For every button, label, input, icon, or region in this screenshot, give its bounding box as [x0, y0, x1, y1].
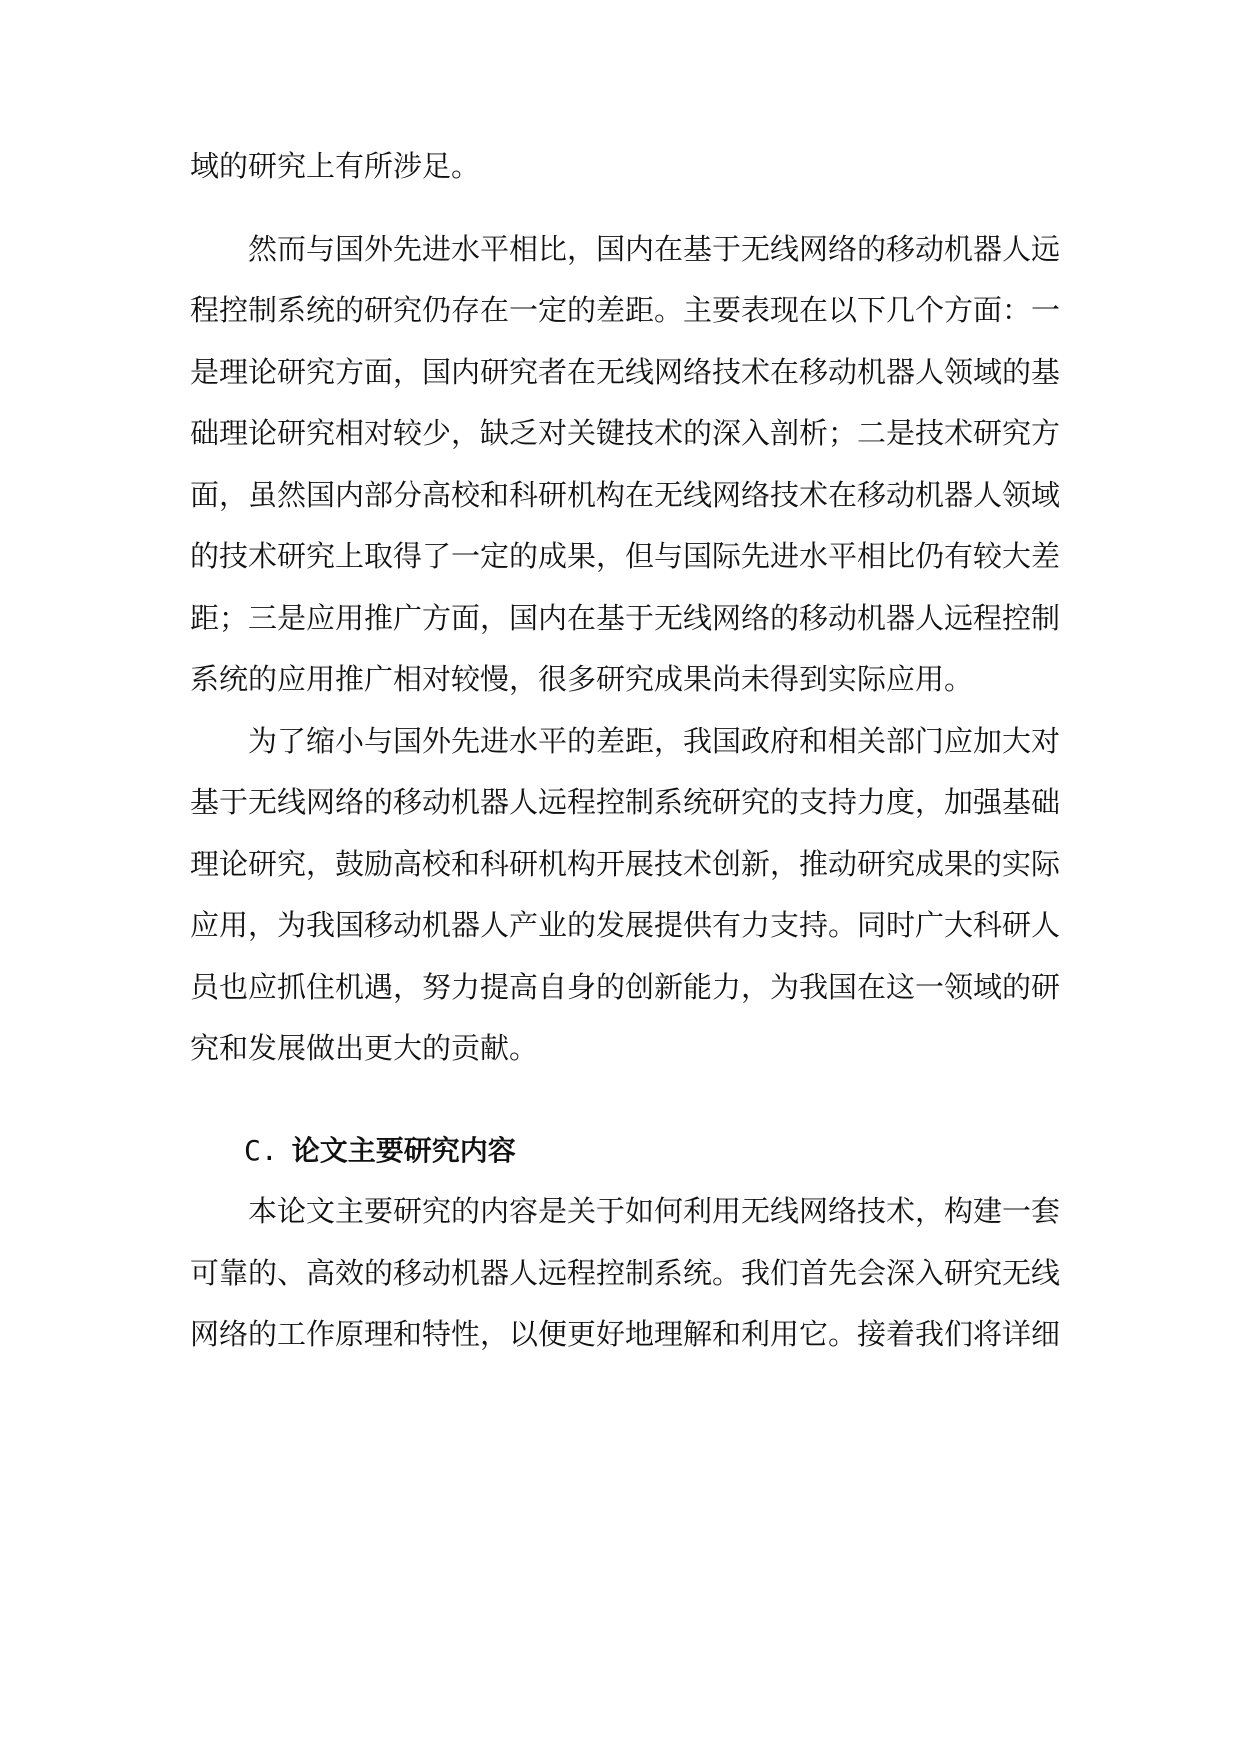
section-heading-title: 论文主要研究内容	[291, 1133, 516, 1167]
paragraph-research-content: 本论文主要研究的内容是关于如何利用无线网络技术，构建一套可靠的、高效的移动机器人远程控制系统。我们首先会深入研究无线网络的工作原理和特性，以便更好地理解和利用它。接着我们将详细	[190, 1194, 1061, 1351]
section-heading-label: C.	[244, 1133, 278, 1167]
document-body	[190, 136, 1060, 1366]
section-heading	[190, 1120, 1060, 1182]
paragraph-domestic-gap: 然而与国外先进水平相比，国内在基于无线网络的移动机器人远程控制系统的研究仍存在一定的差距。主要表现在以下几个方面：一是理论研究方面，国内研究者在无线网络技术在移动机器人领域的基础理论研究相对较少，缺乏对关键技术的深入剖析；二是技术研究方面，虽然国内部分高校和科研机构在无线网络技术在移动机器人领域的技术研究上取得了一定的成果，但与国际先进水平相比仍有较大差距；三是应用推广方面，国内在基于无线网络的移动机器人远程控制系统的应用推广相对较慢，很多研究成果尚未得到实际应用。	[190, 231, 1061, 696]
paragraph-recommendations: 为了缩小与国外先进水平的差距，我国政府和相关部门应加大对基于无线网络的移动机器人远程控制系统研究的支持力度，加强基础理论研究，鼓励高校和科研机构开展技术创新，推动研究成果的实际应用，为我国移动机器人产业的发展提供有力支持。同时广大科研人员也应抓住机遇，努力提高自身的创新能力，为我国在这一领域的研究和发展做出更大的贡献。	[190, 723, 1061, 1065]
heading-spacer	[190, 1080, 1060, 1120]
paragraph-continuation: 域的研究上有所涉足。	[190, 149, 481, 183]
paragraph-spacer	[190, 198, 1060, 219]
